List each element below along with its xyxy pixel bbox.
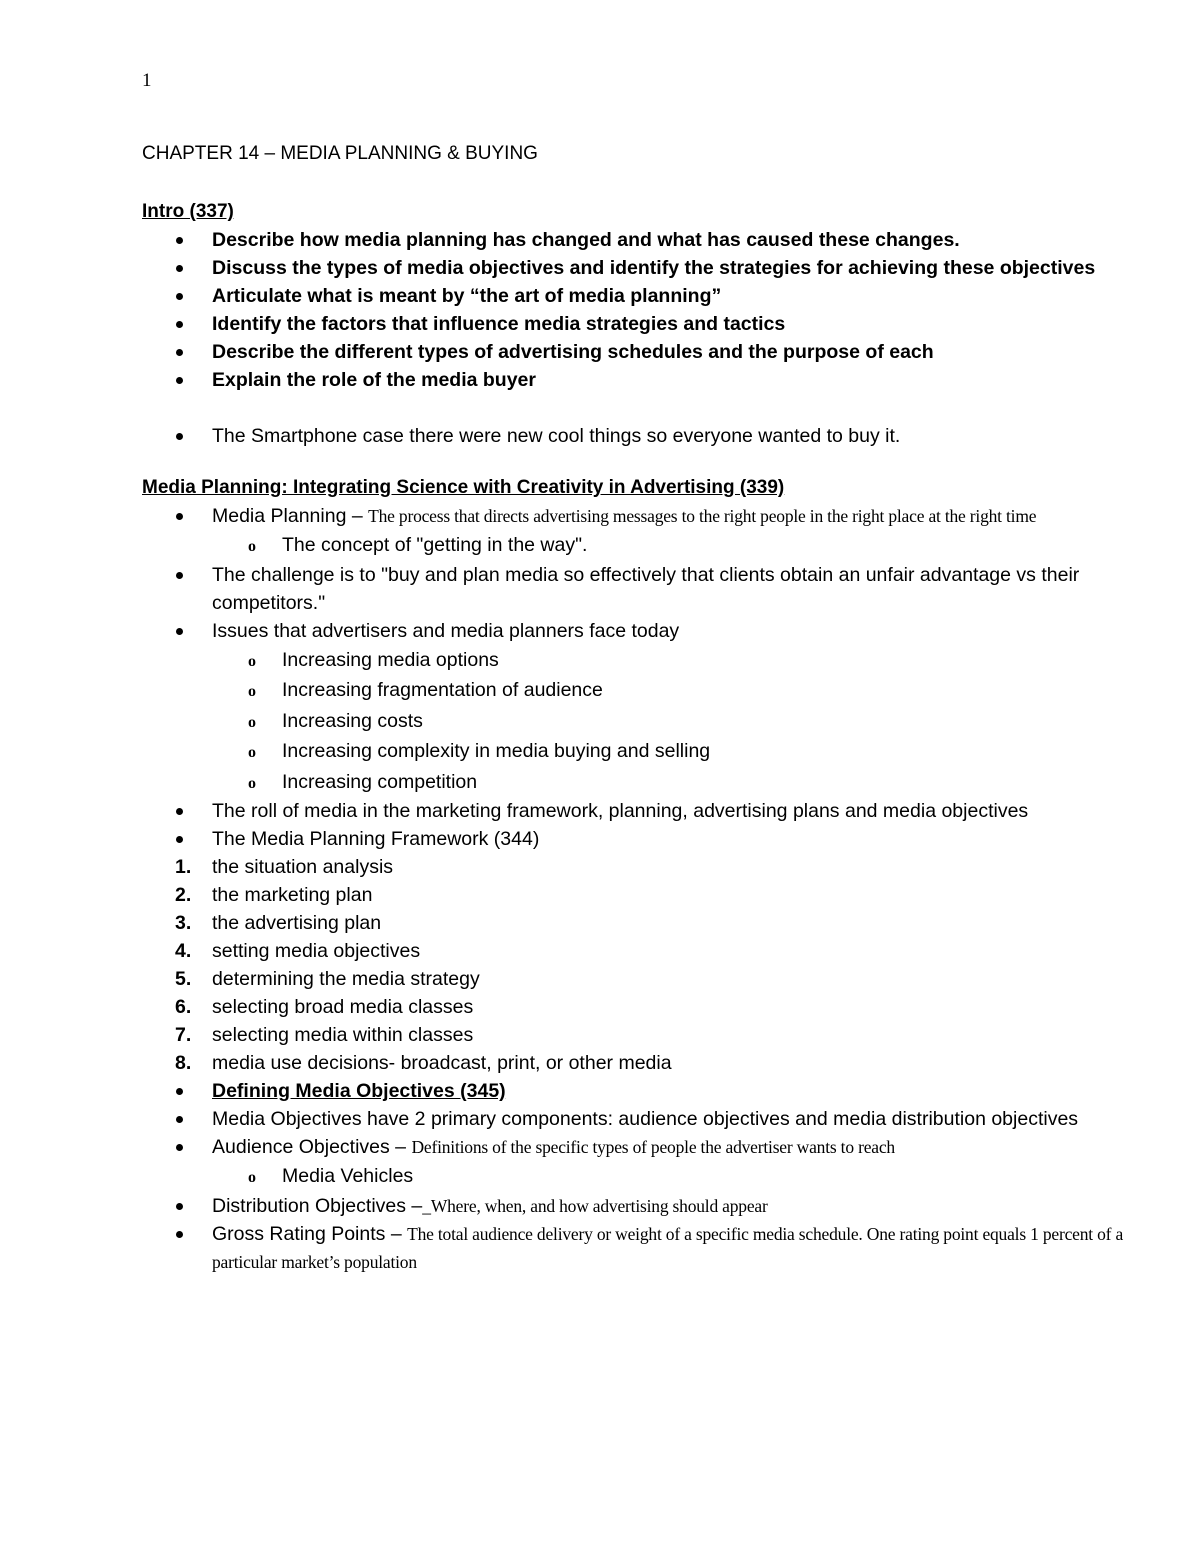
list-item: Articulate what is meant by “the art of media planning”	[142, 282, 1142, 310]
audience-term: Audience Objectives –	[212, 1136, 412, 1158]
list-item	[142, 1220, 1142, 1276]
list-item: Describe how media planning has changed and what has caused these changes.	[142, 226, 1142, 254]
grp-term: Gross Rating Points –	[212, 1222, 408, 1245]
grp-definition: The total audience delivery or weight of a specific media schedule. One rating point equals 1 percent of a particular market’s population	[212, 1223, 1124, 1272]
sub-list-item: o Increasing costs	[248, 709, 423, 732]
page-number: 1	[142, 70, 152, 91]
sub-list-item: o Increasing competition	[248, 770, 478, 793]
sub-list-item: o Increasing complexity in media buying and selling	[248, 740, 711, 762]
sub-list-item: o Media Vehicles	[248, 1165, 414, 1187]
list-item	[142, 502, 1142, 530]
numbered-item: 6. selecting broad media classes	[175, 996, 474, 1018]
numbered-item: 5. determining the media strategy	[175, 968, 480, 990]
list-item: The challenge is to "buy and plan media so effectively that clients obtain an unfair advantage vs their competitors."	[142, 561, 1142, 617]
numbered-item: 7. selecting media within classes	[175, 1024, 474, 1046]
list-item: Issues that advertisers and media planners face today	[142, 617, 1142, 645]
sub-list-item: o Increasing fragmentation of audience	[248, 679, 603, 701]
media-planning-heading: Media Planning: Integrating Science with Creativity in Advertising (339)	[142, 477, 785, 498]
list-item: The roll of media in the marketing framework, planning, advertising plans and media objectives	[142, 797, 1142, 825]
list-item	[142, 1133, 1142, 1161]
distribution-definition: _Where, when, and how advertising should appear	[422, 1195, 768, 1216]
intro-note: The Smartphone case there were new cool things so everyone wanted to buy it.	[142, 422, 1142, 450]
chapter-title: CHAPTER 14 – MEDIA PLANNING & BUYING	[142, 143, 538, 164]
list-item	[142, 1077, 1142, 1105]
definition-term: Media Planning –	[212, 505, 369, 527]
list-item	[142, 1192, 1142, 1220]
intro-heading: Intro (337)	[142, 201, 234, 222]
document-body	[142, 140, 1142, 1276]
definition-text: The process that directs advertising messages to the right people in the right place at the right time	[368, 506, 1037, 526]
audience-definition: Definitions of the specific types of people the advertiser wants to reach	[411, 1137, 895, 1157]
numbered-item: 4. setting media objectives	[175, 940, 421, 962]
sub-list-item: o Increasing media options	[248, 648, 499, 671]
numbered-item: 2. the marketing plan	[175, 884, 373, 906]
numbered-item: 1. the situation analysis	[175, 856, 394, 878]
distribution-term: Distribution Objectives –	[212, 1194, 423, 1217]
list-item: Describe the different types of advertising schedules and the purpose of each	[142, 338, 1142, 366]
numbered-item: 8. media use decisions- broadcast, print, or other media	[175, 1052, 672, 1074]
list-item: Media Objectives have 2 primary components: audience objectives and media distribution objectives	[142, 1105, 1142, 1133]
list-item: The Media Planning Framework (344)	[142, 825, 1142, 853]
defining-media-objectives-heading: Defining Media Objectives (345)	[212, 1080, 506, 1102]
list-item: Explain the role of the media buyer	[142, 366, 1142, 394]
numbered-item: 3. the advertising plan	[175, 912, 382, 934]
sub-list-item: o The concept of "getting in the way".	[248, 534, 588, 556]
intro-objectives-list	[142, 226, 1142, 394]
issues-list	[142, 645, 1142, 798]
list-item: Identify the factors that influence media strategies and tactics	[142, 310, 1142, 338]
framework-steps-list	[142, 853, 1142, 1077]
list-item: Discuss the types of media objectives and identify the strategies for achieving these objectives	[142, 254, 1142, 282]
